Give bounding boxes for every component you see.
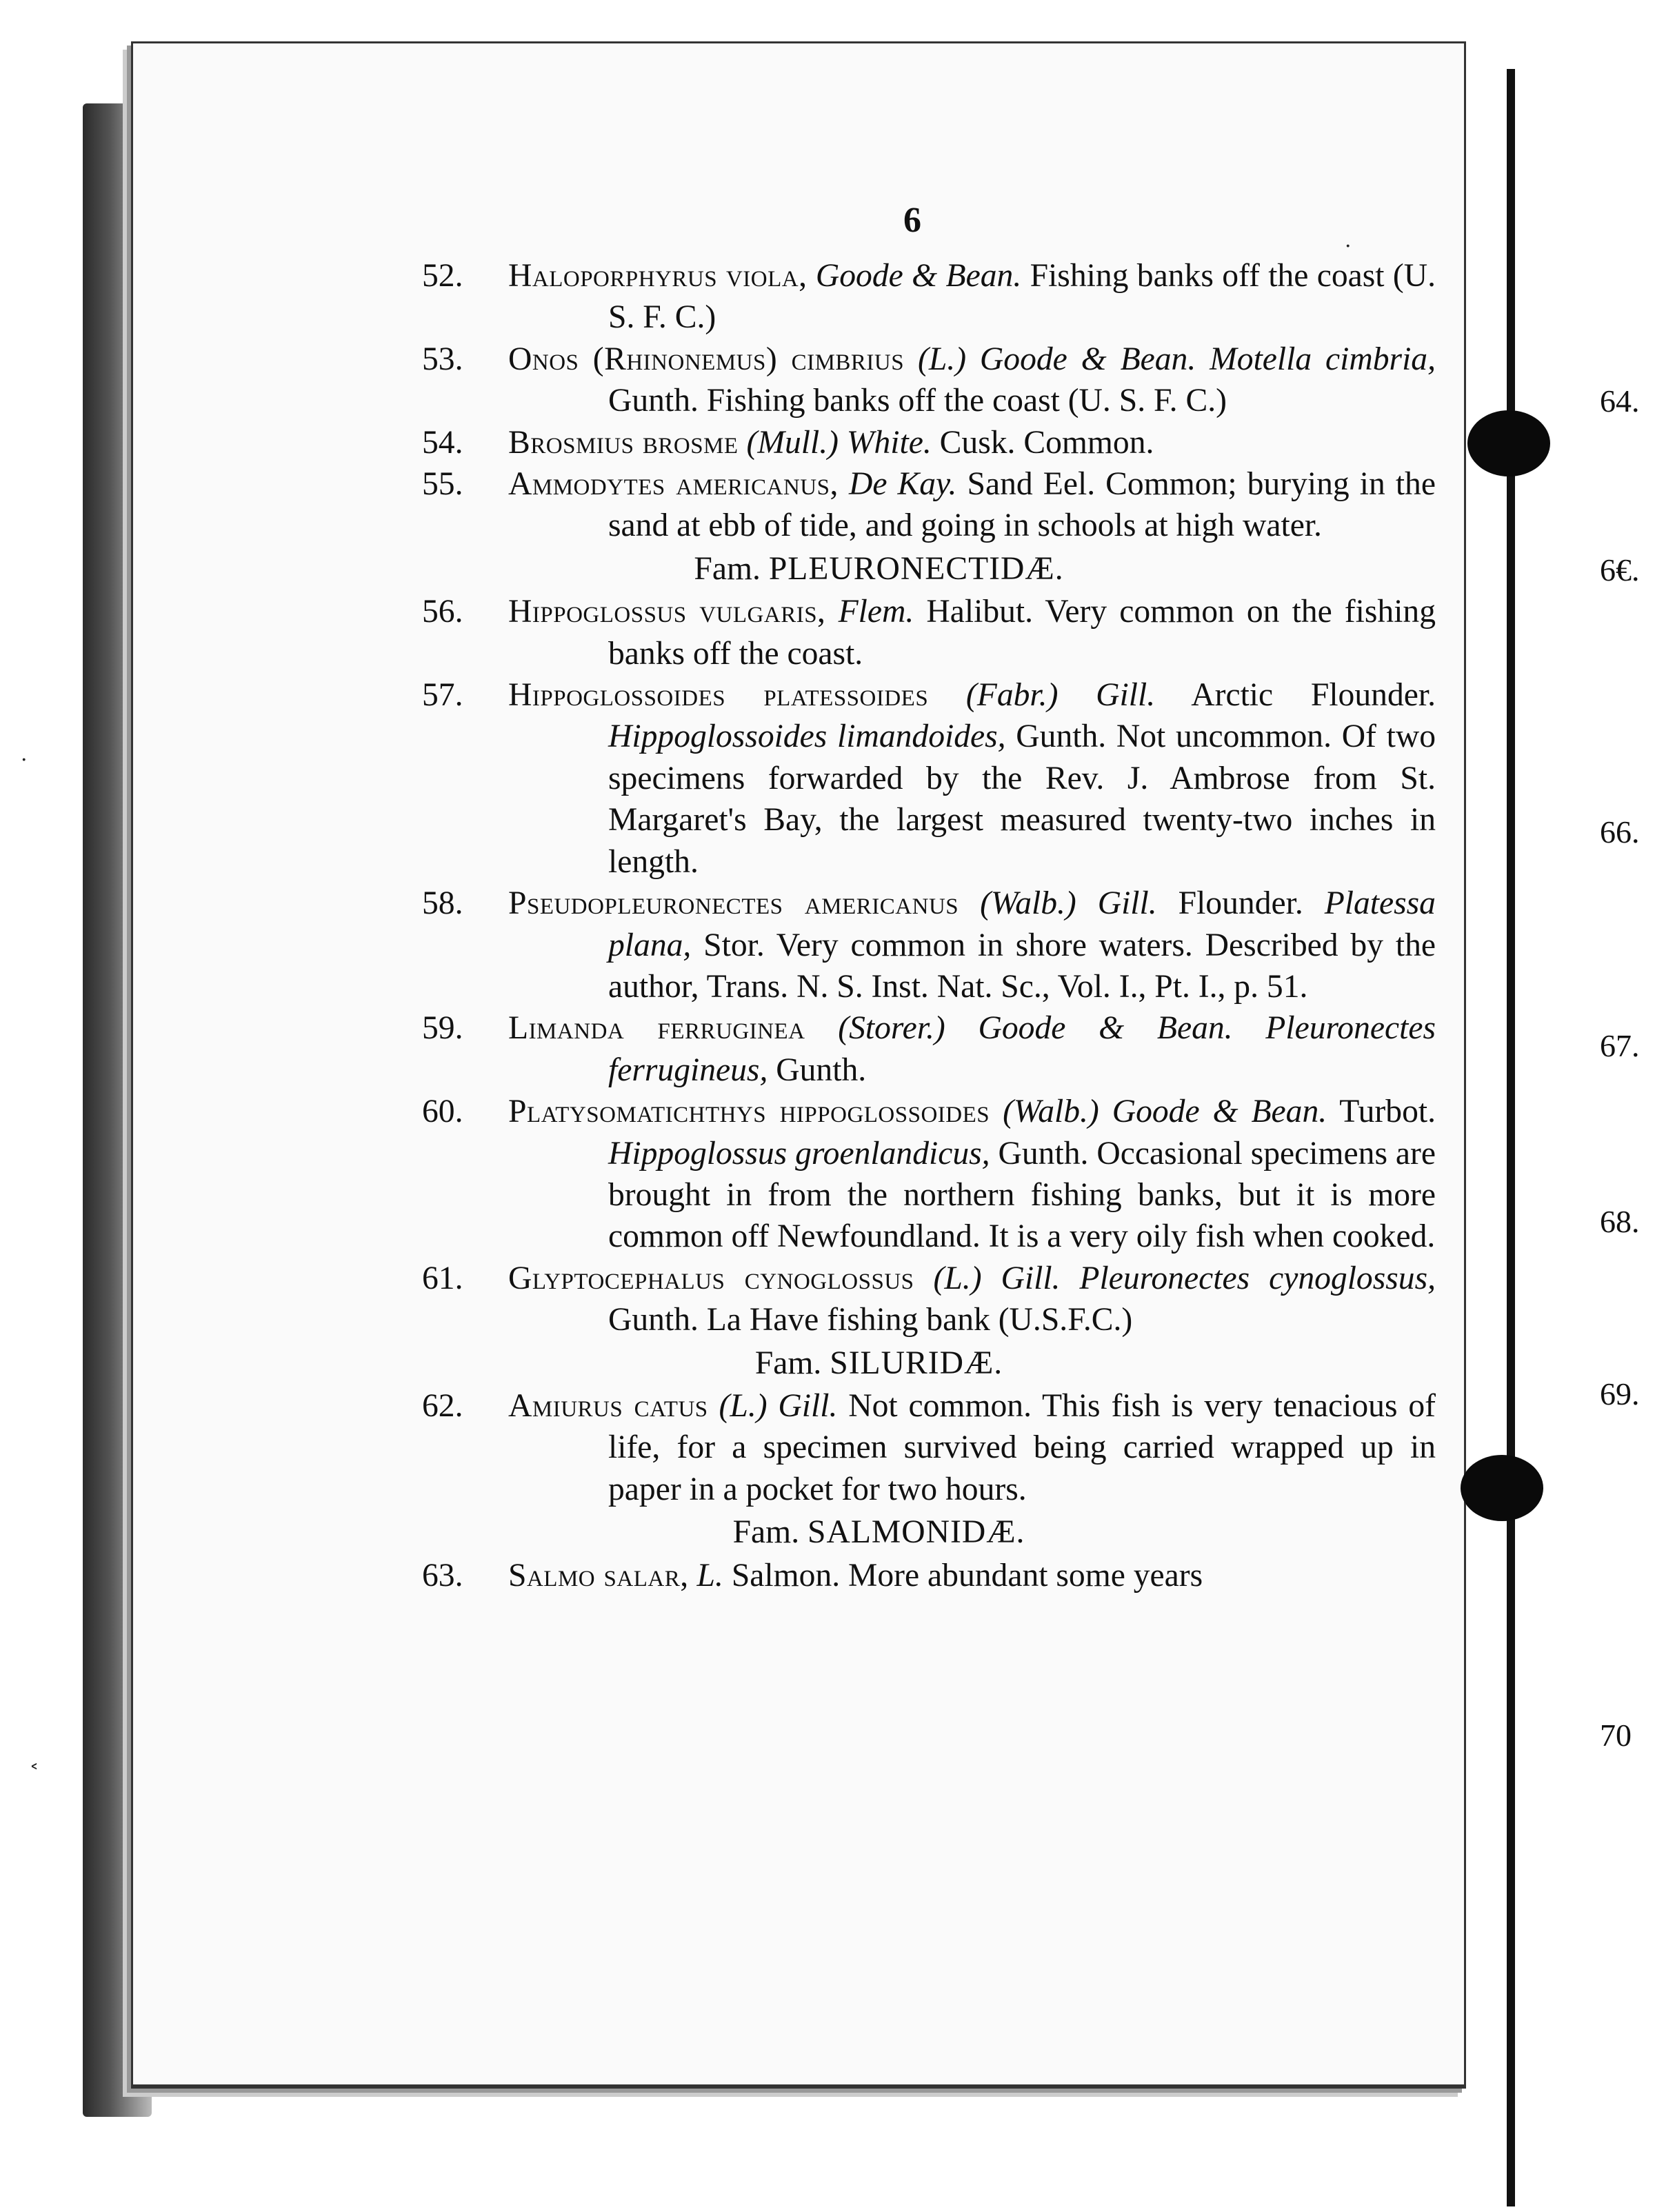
next-page-number: 69. bbox=[1600, 1376, 1640, 1411]
entry-number: 62. bbox=[422, 1387, 463, 1424]
family-prefix: Fam. bbox=[754, 1345, 822, 1381]
ink-speck: · bbox=[21, 748, 28, 772]
next-page-number: 64. bbox=[1600, 383, 1640, 419]
species-author: (Walb.) Goode & Bean. bbox=[1003, 1094, 1327, 1130]
common-name: Turbot. bbox=[1339, 1094, 1436, 1130]
species-author: L. bbox=[696, 1557, 723, 1593]
page-number: 6 bbox=[903, 201, 921, 240]
list-item bbox=[422, 591, 1436, 674]
species-synonym: Platessa plana, bbox=[608, 885, 1436, 963]
list-item bbox=[422, 883, 1436, 1007]
entry-number: 52. bbox=[422, 258, 463, 294]
list-item bbox=[422, 1258, 1436, 1341]
species-author: (L.) Goode & Bean. bbox=[917, 341, 1196, 377]
species-name: Limanda ferruginea bbox=[508, 1010, 805, 1047]
entry-number: 54. bbox=[422, 424, 463, 461]
species-name: Haloporphyrus viola, bbox=[508, 258, 808, 294]
species-synonym: Pleuronectes ferrugineus, bbox=[608, 1010, 1436, 1088]
species-notes: Salmon. More abundant some years bbox=[731, 1557, 1203, 1593]
species-author: (L.) Gill. bbox=[933, 1260, 1061, 1296]
species-name: Amiurus catus bbox=[508, 1387, 708, 1424]
species-name: Brosmius brosme bbox=[508, 424, 739, 461]
entry-number: 60. bbox=[422, 1094, 463, 1130]
binding-hole-bottom bbox=[1461, 1455, 1543, 1521]
species-author: (Storer.) Goode & Bean. bbox=[838, 1010, 1233, 1047]
list-item bbox=[422, 422, 1436, 463]
species-notes: Gunth. La Have fishing bank (U.S.F.C.) bbox=[608, 1302, 1133, 1338]
common-name: Arctic Flounder. bbox=[1191, 677, 1436, 714]
species-name: Platysomatichthys hippoglossoides bbox=[508, 1094, 990, 1130]
species-notes: Not common. This fish is very tenacious of life, for a specimen survived being carried wrapped up in paper in a pocket for two hours. bbox=[608, 1387, 1436, 1507]
family-prefix: Fam. bbox=[694, 550, 761, 587]
species-author: Flem. bbox=[838, 594, 914, 630]
species-notes: Sand Eel. Common; burying in the sand at ebb of tide, and going in schools at high water. bbox=[608, 466, 1436, 544]
species-name: Hippoglossoides platessoides bbox=[508, 677, 929, 714]
family-name: SALMONIDÆ. bbox=[808, 1514, 1025, 1551]
species-notes: Fishing banks off the coast (U. S. F. C.) bbox=[608, 258, 1436, 336]
entry-number: 56. bbox=[422, 594, 463, 630]
species-synonym: Hippoglossoides limandoides, bbox=[608, 718, 1006, 755]
next-page-number: 67. bbox=[1600, 1028, 1640, 1063]
next-page-number: 70 bbox=[1600, 1718, 1632, 1753]
species-notes: Gunth. Fishing banks off the coast (U. S. F. C.) bbox=[608, 383, 1227, 419]
list-item bbox=[422, 255, 1436, 339]
list-item bbox=[422, 1555, 1436, 1596]
species-notes: Stor. Very common in shore waters. Described by the author, Trans. N. S. Inst. Nat. Sc., Vol. I., Pt. I., p. 51. bbox=[608, 927, 1436, 1005]
list-item bbox=[422, 1007, 1436, 1091]
species-name: Onos (Rhinonemus) cimbrius bbox=[508, 341, 905, 377]
species-list bbox=[422, 255, 1436, 1596]
family-prefix: Fam. bbox=[732, 1514, 800, 1551]
species-synonym: Pleuronectes cynoglossus, bbox=[1079, 1260, 1436, 1296]
species-notes: Gunth. bbox=[776, 1052, 867, 1088]
next-page-number: 66. bbox=[1600, 814, 1640, 849]
family-heading bbox=[422, 1343, 1436, 1384]
species-name: Ammodytes americanus, bbox=[508, 466, 839, 503]
entry-number: 63. bbox=[422, 1557, 463, 1593]
species-author: (Walb.) Gill. bbox=[980, 885, 1157, 922]
species-notes: Gunth. Occasional specimens are brought in from the northern fishing banks, but it is more common off Newfoundland. It is a very oily fish when cooked. bbox=[608, 1135, 1436, 1255]
list-item bbox=[422, 674, 1436, 883]
species-author: (Fabr.) Gill. bbox=[965, 677, 1156, 714]
species-synonym: Hippoglossus groenlandicus, bbox=[608, 1135, 990, 1172]
species-notes: Cusk. Common. bbox=[939, 424, 1154, 461]
species-notes: Halibut. Very common on the fishing banks off the coast. bbox=[608, 594, 1436, 672]
ink-speck: ˂ bbox=[29, 1762, 39, 1786]
species-author: (L.) Gill. bbox=[719, 1387, 838, 1424]
list-item bbox=[422, 1091, 1436, 1258]
binding-hole-top bbox=[1467, 410, 1550, 476]
species-name: Hippoglossus vulgaris, bbox=[508, 594, 826, 630]
entry-number: 57. bbox=[422, 677, 463, 714]
family-heading bbox=[422, 548, 1436, 590]
binding-spine bbox=[1507, 69, 1515, 2206]
ink-speck: · bbox=[1345, 234, 1352, 259]
family-name: PLEURONECTIDÆ. bbox=[768, 550, 1064, 587]
entry-number: 53. bbox=[422, 341, 463, 377]
species-synonym: Motella cimbria, bbox=[1210, 341, 1436, 377]
entry-number: 59. bbox=[422, 1010, 463, 1047]
species-name: Glyptocephalus cynoglossus bbox=[508, 1260, 914, 1296]
common-name: Flounder. bbox=[1178, 885, 1303, 922]
species-name: Salmo salar, bbox=[508, 1557, 689, 1593]
species-author: (Mull.) White. bbox=[746, 424, 932, 461]
family-name: SILURIDÆ. bbox=[830, 1345, 1003, 1381]
entry-number: 61. bbox=[422, 1260, 463, 1296]
list-item bbox=[422, 463, 1436, 547]
family-heading bbox=[422, 1511, 1436, 1553]
species-notes: Gunth. Not uncommon. Of two specimens forwarded by the Rev. J. Ambrose from St. Margaret's Bay, the largest measured twenty-two inches in length. bbox=[608, 718, 1436, 880]
species-author: Goode & Bean. bbox=[815, 258, 1022, 294]
next-page-number: 6€. bbox=[1600, 552, 1640, 587]
list-item bbox=[422, 339, 1436, 422]
entry-number: 55. bbox=[422, 466, 463, 503]
entry-number: 58. bbox=[422, 885, 463, 922]
species-name: Pseudopleuronectes americanus bbox=[508, 885, 959, 922]
list-item bbox=[422, 1385, 1436, 1510]
species-author: De Kay. bbox=[848, 466, 957, 503]
next-page-number: 68. bbox=[1600, 1204, 1640, 1239]
